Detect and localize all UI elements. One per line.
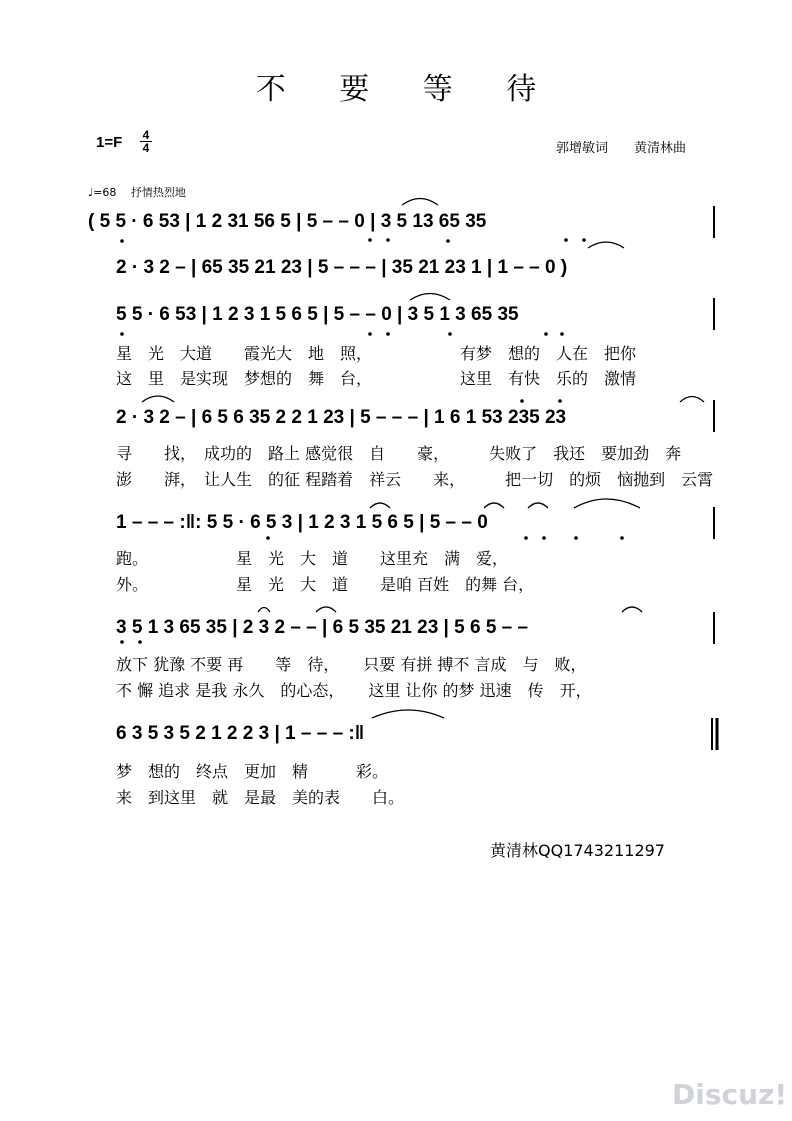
lyric-row-5-verse-2: 来 到这里 就 是最 美的表 白。 xyxy=(116,788,405,807)
music-line-5: 1 – – – :‖: 5 5 · 6 5 3 | 1 2 3 1 5 6 5 | 5 – – 0 xyxy=(116,512,488,533)
slur xyxy=(484,503,504,508)
slur xyxy=(574,499,640,508)
music-line-6: 3 5 1 3 65 35 | 2 3 2 – – | 6 5 35 21 23 | 5 6 5 – – xyxy=(116,617,529,638)
lyric-row-5-verse-1: 梦 想的 终点 更加 精 彩。 xyxy=(116,762,389,781)
slur xyxy=(622,607,642,612)
music-line-3: 5 5 · 6 53 | 1 2 3 1 5 6 5 | 5 – – 0 | 3 5 1 3 65 35 xyxy=(116,304,519,325)
tempo-marking: ♩=68 抒情热烈地 xyxy=(88,186,186,199)
author-signature: 黄清林QQ1743211297 xyxy=(490,841,665,860)
discuz-watermark: Discuz! xyxy=(672,1078,788,1111)
music-line-1: ( 5 5 · 6 53 | 1 2 31 56 5 | 5 – – 0 | 3 5 13 65 35 xyxy=(88,211,487,232)
time-signature-top: 4 xyxy=(142,128,150,142)
lyric-row-4-verse-2: 不 懈 追求 是我 永久 的心态， 这里 让你 的梦 迅速 传 开， xyxy=(116,681,592,700)
slur xyxy=(316,607,336,612)
slur xyxy=(258,608,270,613)
lyric-row-2-verse-1: 寻 找， 成功的 路上 感觉很 自 豪， 失败了 我还 要加劲 奔 xyxy=(116,444,682,463)
lyric-row-1-verse-2: 这 里 是实现 梦想的 舞 台， 这里 有快 乐的 激情 xyxy=(116,369,637,388)
lyric-row-3-verse-2: 外。 星 光 大 道 是咱 百姓 的舞 台， xyxy=(116,575,535,594)
slur xyxy=(142,396,174,402)
slur xyxy=(402,199,438,206)
music-line-2: 2 · 3 2 – | 65 35 21 23 | 5 – – – | 35 21 23 1 | 1 – – 0 ) xyxy=(116,257,568,278)
lyric-row-4-verse-1: 放下 犹豫 不要 再 等 待， 只要 有拼 搏不 言成 与 败， xyxy=(116,655,587,674)
key-signature: 1=F xyxy=(96,134,123,151)
lyric-row-1-verse-1: 星 光 大道 霞光大 地 照， 有梦 想的 人在 把你 xyxy=(116,344,637,363)
music-line-7: 6 3 5 3 5 2 1 2 2 3 | 1 – – – :‖ xyxy=(116,723,365,744)
slur xyxy=(410,294,450,301)
slur xyxy=(528,503,548,508)
slur xyxy=(372,710,444,718)
lyric-row-2-verse-2: 澎 湃， 让人生 的征 程踏着 祥云 来， 把一切 的烦 恼抛到 云霄 xyxy=(116,470,714,489)
slur xyxy=(680,397,704,403)
slur xyxy=(370,503,390,508)
credits: 郭增敏词 黄清林曲 xyxy=(556,141,687,156)
time-signature-bottom: 4 xyxy=(140,141,152,154)
lyric-row-3-verse-1: 跑。 星 光 大 道 这里充 满 爱， xyxy=(116,549,509,568)
page-title: 不 要 等 待 xyxy=(255,72,559,107)
music-line-4: 2 · 3 2 – | 6 5 6 35 2 2 1 23 | 5 – – – | 1 6 1 53 235 23 xyxy=(116,407,567,428)
slur xyxy=(588,242,624,248)
